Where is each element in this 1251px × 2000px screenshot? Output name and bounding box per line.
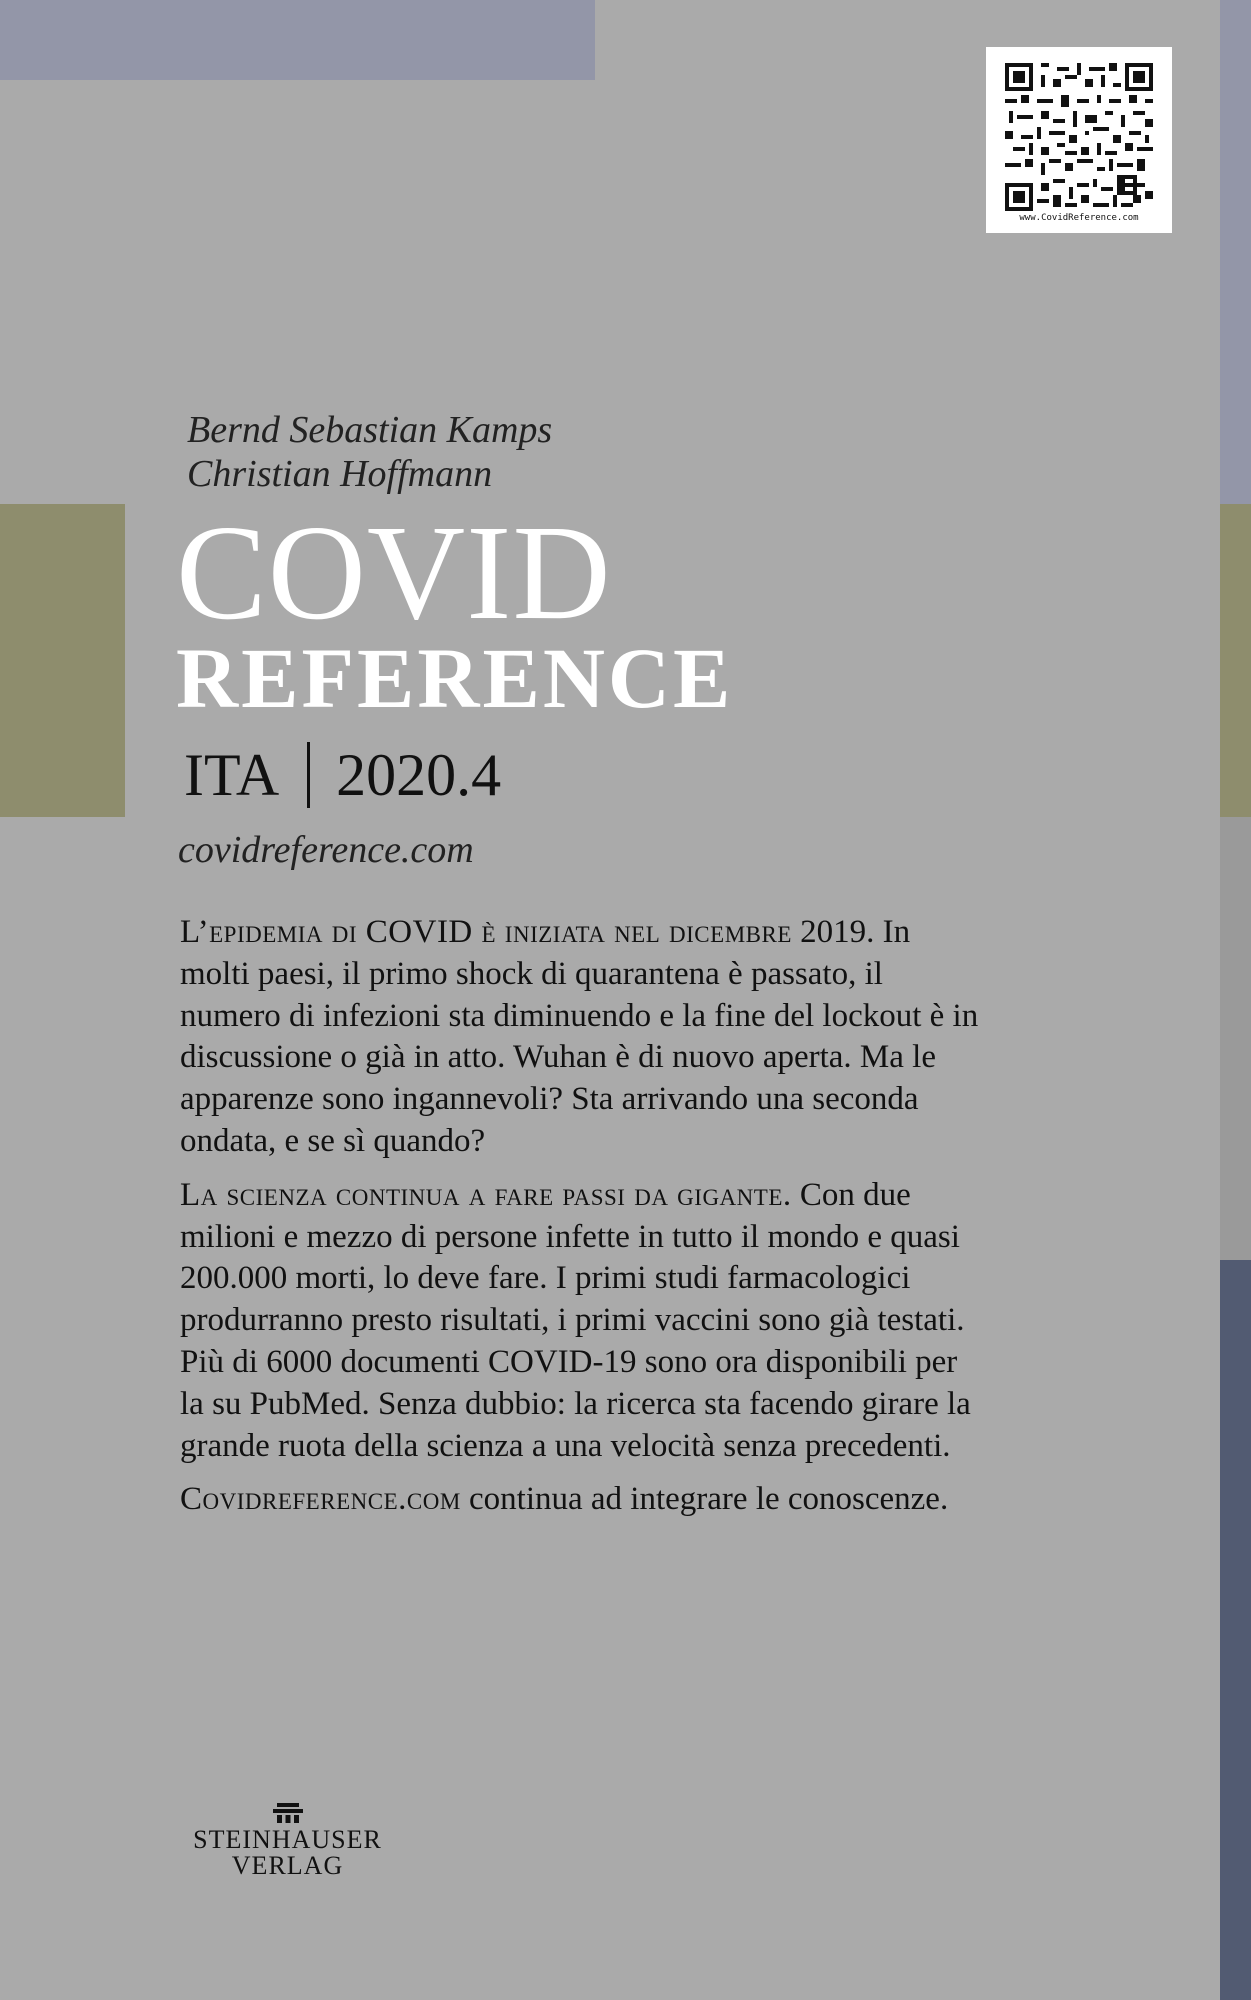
blurb-paragraph-2: [180, 1175, 980, 1468]
right-strip-grey: [1220, 817, 1251, 1260]
right-strip-olive: [1220, 504, 1251, 817]
top-color-band: [0, 0, 595, 80]
blurb-paragraph-1-body: 2019. In molti paesi, il primo shock di quarantena è passato, il numero di infezioni sta diminuendo e la fine del lockout è in discussione o già in atto. Wuhan è di nuovo aperta. Ma le apparenze sono ingannevoli? Sta arrivando una seconda ondata, e se sì quando?: [180, 914, 979, 1159]
edition-number: 2020.4: [336, 742, 502, 808]
right-strip-blue: [1220, 0, 1251, 504]
publisher-logo-icon: [273, 1803, 303, 1823]
blurb-paragraph-1-lead: L’epidemia di COVID è iniziata nel dicembre: [180, 914, 792, 950]
blurb-paragraph-3-body: continua ad integrare le conoscenze.: [460, 1481, 949, 1518]
publisher-suffix: VERLAG: [231, 1851, 344, 1880]
blurb-paragraph-1: [180, 912, 980, 1163]
blurb-paragraph-2-lead: La scienza continua a fare passi da gigante.: [180, 1176, 792, 1213]
blurb: [180, 912, 980, 1533]
publisher-name: STEINHAUSER: [193, 1825, 382, 1854]
blurb-paragraph-3: [180, 1479, 980, 1521]
author-1: Bernd Sebastian Kamps: [187, 409, 553, 451]
blurb-paragraph-2-body: Con due milioni e mezzo di persone infette in tutto il mondo e quasi 200.000 morti, lo deve fare. I primi studi farmacologici produrranno presto risultati, i primi vaccini sono già testati. Più di 6000 documenti COVID-19 sono ora disponibili per la su PubMed. Senza dubbio: la ricerca sta facendo girare la grande ruota della scienza a una velocità senza precedenti.: [180, 1176, 971, 1464]
edition-line: [184, 740, 501, 810]
publisher-logo: [180, 1803, 395, 1879]
edition-separator: [307, 742, 310, 808]
qr-code-icon: [1005, 63, 1153, 211]
qr-code[interactable]: [986, 47, 1172, 233]
blurb-paragraph-3-lead: Covidreference.com: [180, 1481, 461, 1518]
authors: [187, 408, 552, 496]
left-color-band: [0, 504, 125, 817]
qr-caption: www.CovidReference.com: [1019, 213, 1139, 223]
author-2: Christian Hoffmann: [187, 453, 493, 495]
title-line-1: COVID: [176, 498, 612, 648]
language-code: ITA: [184, 742, 280, 808]
right-strip-dark: [1220, 1260, 1251, 2000]
title-line-2: REFERENCE: [176, 630, 734, 726]
website-link[interactable]: covidreference.com: [178, 829, 474, 871]
